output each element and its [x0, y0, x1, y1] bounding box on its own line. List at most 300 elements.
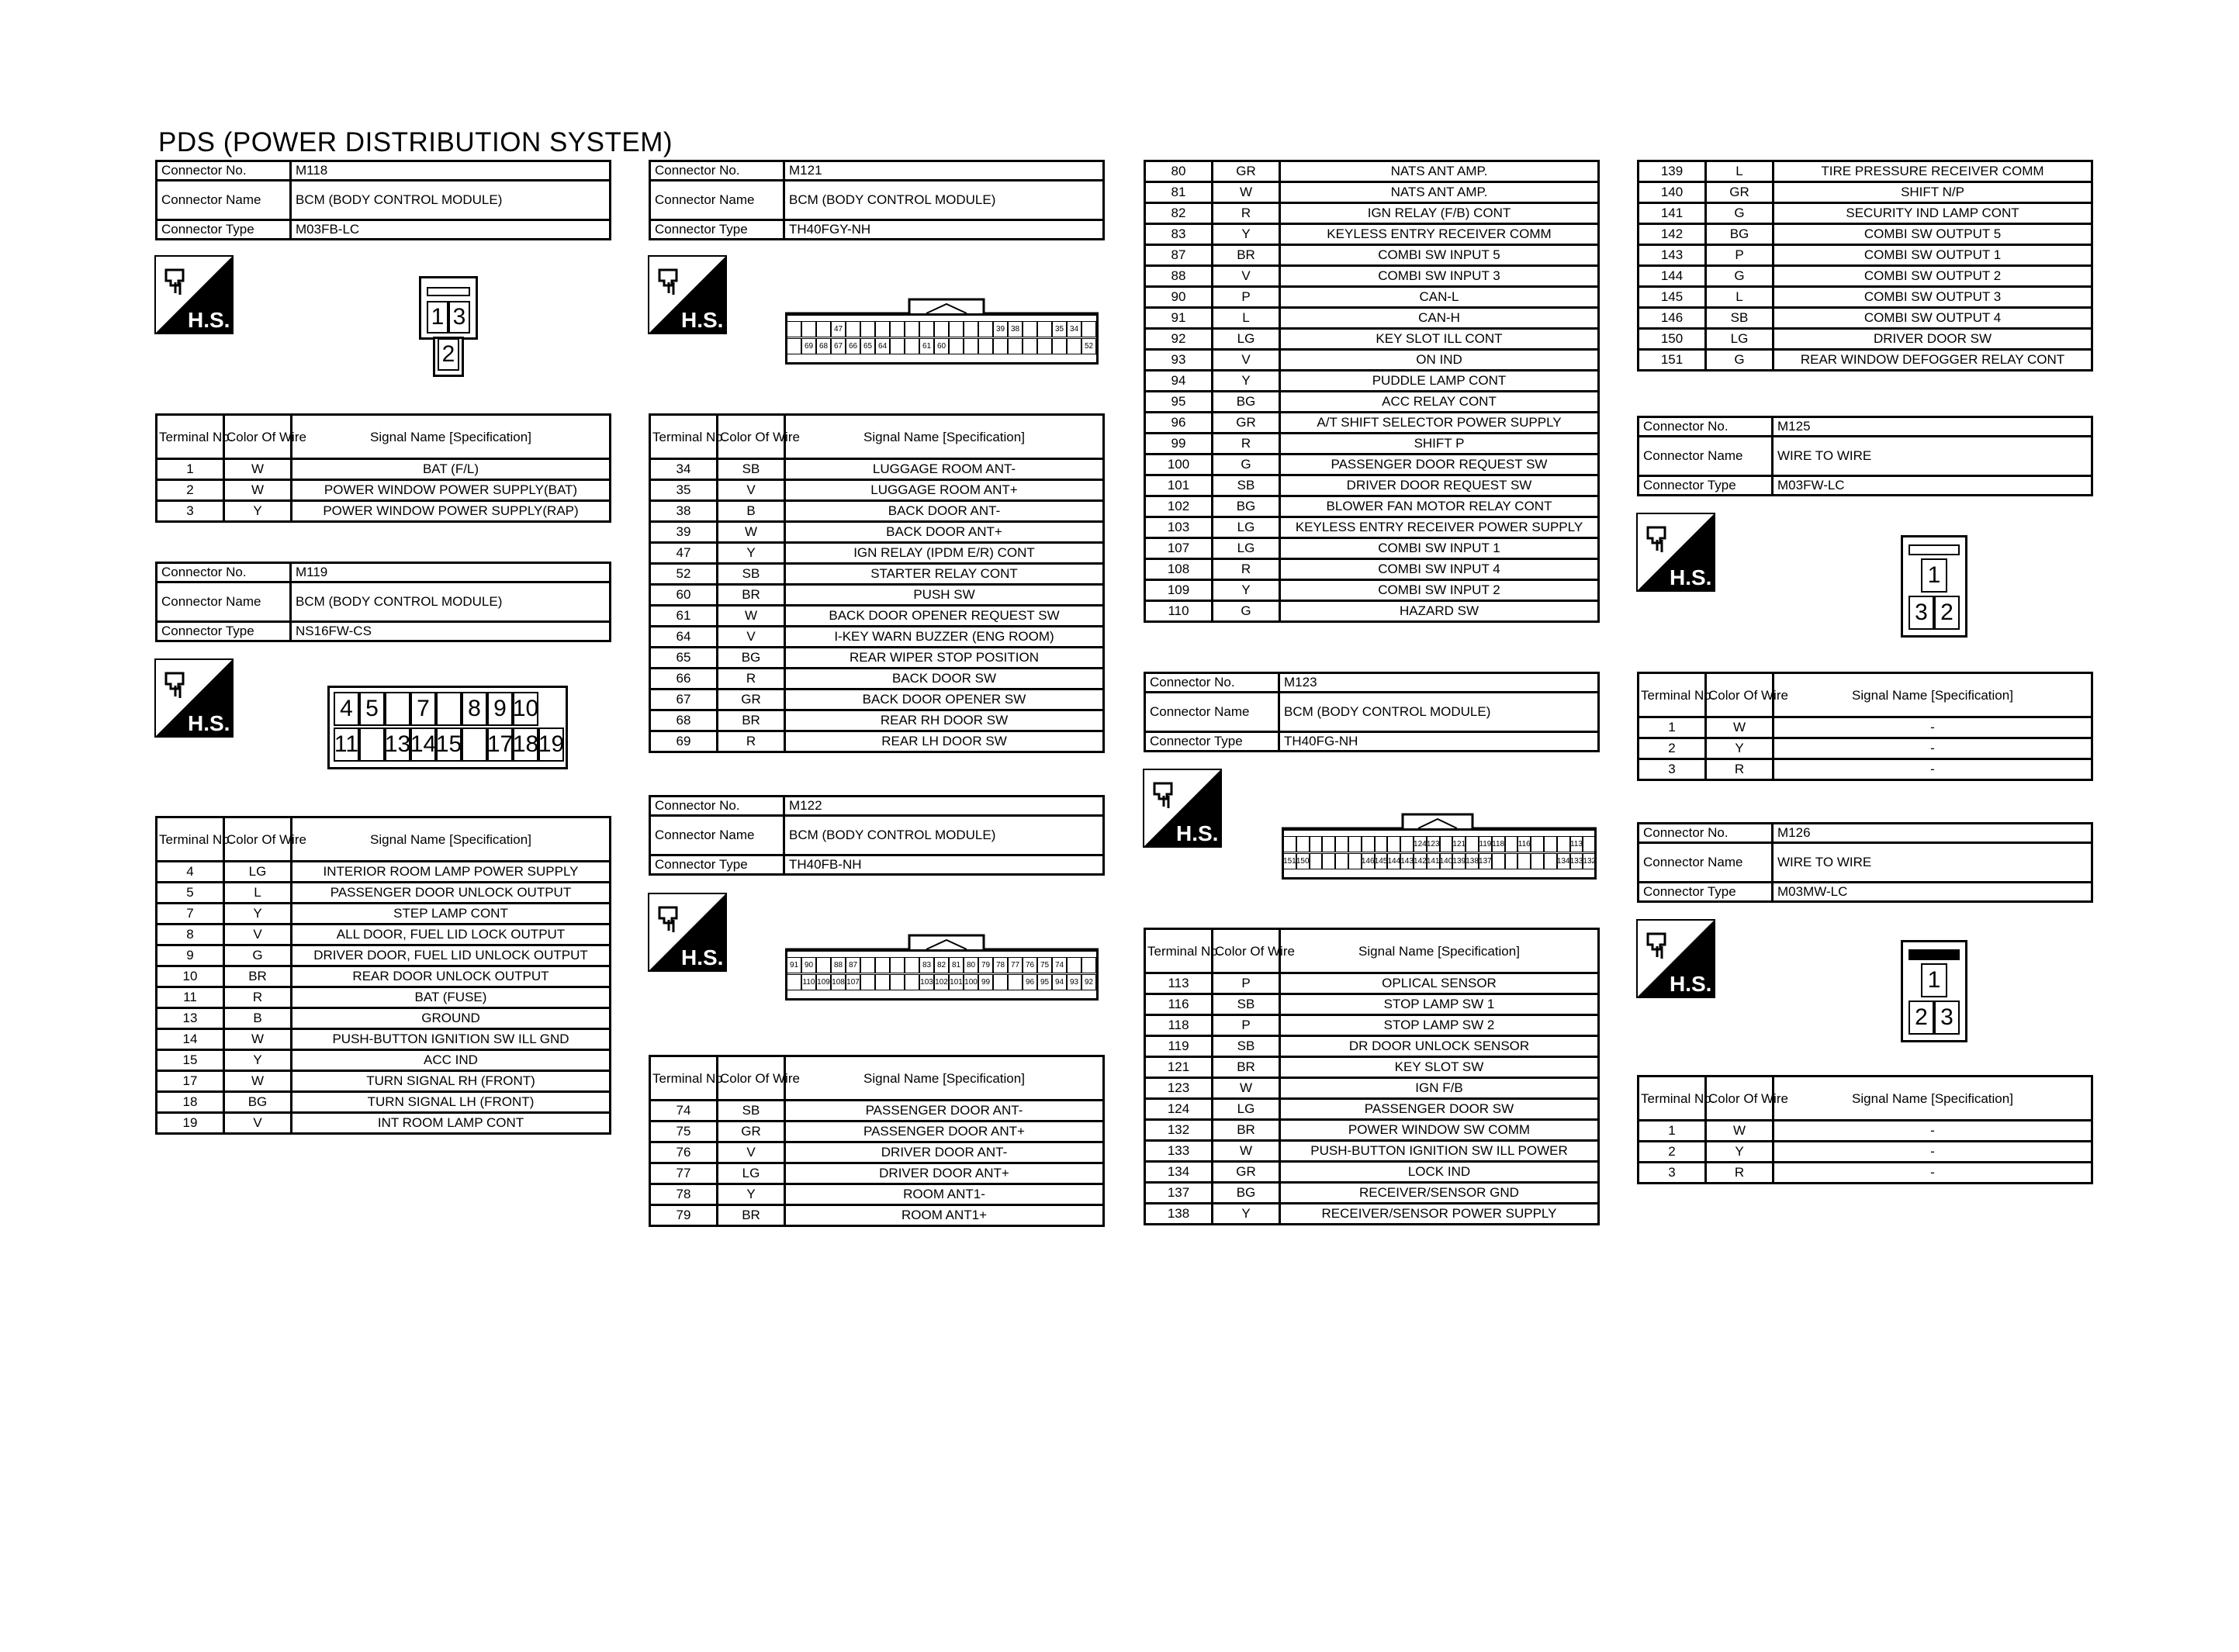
signal-name-cell: NATS ANT AMP.: [1280, 182, 1599, 203]
pin-cavity: [1037, 338, 1052, 354]
pin-cavity: [905, 957, 919, 973]
table-row: [1145, 287, 1599, 308]
table-row: [1145, 161, 1599, 182]
wire-color-cell: BR: [718, 1205, 785, 1226]
table-row: [1145, 182, 1599, 203]
connector-type-value: M03FB-LC: [291, 220, 611, 240]
table-row: [1145, 1204, 1599, 1225]
wire-color-cell: B: [224, 1008, 292, 1029]
connector-m122-header: [649, 795, 1105, 876]
wire-color-cell: BR: [224, 966, 292, 987]
terminal-no-cell: 39: [650, 522, 718, 543]
terminal-no-cell: 92: [1145, 329, 1213, 350]
connector-name-label: Connector Name: [1639, 437, 1773, 476]
pin-cavity: [1067, 957, 1081, 973]
connector-m125-face: [1901, 535, 1967, 638]
connector-name-value: BCM (BODY CONTROL MODULE): [291, 181, 611, 220]
signal-name-cell: STOP LAMP SW 2: [1280, 1015, 1599, 1036]
pin-cavity: 18: [513, 728, 538, 762]
signal-name-cell: PUSH-BUTTON IGNITION SW ILL GND: [292, 1029, 611, 1050]
signal-name-cell: PUDDLE LAMP CONT: [1280, 371, 1599, 392]
wire-color-cell: W: [224, 1029, 292, 1050]
terminal-no-cell: 141: [1639, 203, 1706, 224]
connector-name-label: Connector Name: [157, 582, 291, 622]
signal-name-cell: TIRE PRESSURE RECEIVER COMM: [1774, 161, 2092, 182]
table-row: [1145, 496, 1599, 517]
terminal-no-cell: 107: [1145, 538, 1213, 559]
pin-cavity: [993, 338, 1008, 354]
pin-cavity: [1544, 853, 1557, 869]
pin-cavity: 144: [1387, 853, 1400, 869]
terminal-no-cell: 3: [1639, 759, 1706, 780]
signal-name-cell: POWER WINDOW SW COMM: [1280, 1120, 1599, 1141]
pin-cavity: 14: [410, 728, 436, 762]
wire-color-cell: Y: [718, 543, 785, 564]
pin-cavity: 11: [334, 728, 359, 762]
pin-cavity: 13: [385, 728, 410, 762]
wire-color-cell: W: [1706, 1121, 1774, 1142]
wire-color-cell: SB: [718, 564, 785, 585]
table-row: [1145, 224, 1599, 245]
wire-color-cell: W: [224, 1071, 292, 1092]
pin-cavity: [1023, 338, 1037, 354]
signal-name-cell: HAZARD SW: [1280, 601, 1599, 622]
pin-cavity: [1081, 321, 1096, 337]
terminal-no-cell: 146: [1639, 308, 1706, 329]
terminal-no-cell: 67: [650, 689, 718, 710]
signal-name-cell: A/T SHIFT SELECTOR POWER SUPPLY: [1280, 413, 1599, 434]
pin-label: 1: [427, 301, 448, 334]
connector-name-label: Connector Name: [1639, 843, 1773, 883]
terminal-no-cell: 116: [1145, 994, 1213, 1015]
pin-cavity: 110: [801, 974, 816, 990]
terminal-no-cell: 1: [157, 459, 224, 480]
pin-cavity: [964, 338, 978, 354]
wire-color-header: Color Of Wire: [1706, 673, 1774, 717]
pin-cavity: [1400, 836, 1414, 852]
connector-m125-header: [1637, 416, 2093, 496]
signal-name-header: Signal Name [Specification]: [785, 1056, 1104, 1101]
pin-label: 2: [1934, 596, 1960, 630]
wire-color-cell: P: [1706, 245, 1774, 266]
pin-cavity: 146: [1362, 853, 1375, 869]
signal-name-cell: -: [1774, 759, 2092, 780]
table-row: [157, 501, 611, 522]
pin-cavity: [890, 957, 905, 973]
connector-type-label: Connector Type: [1639, 883, 1773, 902]
signal-name-cell: REAR WINDOW DEFOGGER RELAY CONT: [1774, 350, 2092, 371]
table-row: [650, 1184, 1104, 1205]
pin-cavity: 151: [1283, 853, 1296, 869]
table-row: [1145, 413, 1599, 434]
pin-label: 2: [438, 338, 459, 371]
table-row: [650, 543, 1104, 564]
terminal-no-cell: 83: [1145, 224, 1213, 245]
pin-cavity: 95: [1037, 974, 1052, 990]
table-row: [157, 883, 611, 904]
signal-name-cell: -: [1774, 1121, 2092, 1142]
signal-name-cell: TURN SIGNAL LH (FRONT): [292, 1092, 611, 1113]
table-row: [1145, 601, 1599, 622]
wire-color-cell: GR: [718, 1121, 785, 1142]
signal-name-cell: STEP LAMP CONT: [292, 904, 611, 924]
terminal-no-cell: 38: [650, 501, 718, 522]
table-row: [650, 606, 1104, 627]
signal-name-cell: REAR DOOR UNLOCK OUTPUT: [292, 966, 611, 987]
pin-cavity: [978, 338, 993, 354]
wire-color-cell: L: [224, 883, 292, 904]
pin-cavity: 138: [1466, 853, 1479, 869]
wire-color-cell: V: [1213, 350, 1280, 371]
connector-type-label: Connector Type: [1145, 732, 1279, 752]
wire-color-cell: BR: [1213, 1120, 1280, 1141]
connector-m123-face: [1282, 807, 1597, 881]
terminal-no-cell: 52: [650, 564, 718, 585]
pin-cavity: 119: [1479, 836, 1492, 852]
terminal-no-cell: 74: [650, 1101, 718, 1121]
table-row: [1639, 245, 2092, 266]
hs-label: H.S.: [681, 945, 724, 969]
wire-color-cell: Y: [718, 1184, 785, 1205]
terminal-no-cell: 2: [1639, 1142, 1706, 1163]
table-row: [157, 862, 611, 883]
connector-m125-pin-table: [1637, 672, 2093, 781]
signal-name-cell: BACK DOOR ANT+: [785, 522, 1104, 543]
connector-name-label: Connector Name: [650, 816, 784, 855]
table-row: [1145, 973, 1599, 994]
terminal-no-cell: 145: [1639, 287, 1706, 308]
signal-name-cell: INT ROOM LAMP CONT: [292, 1113, 611, 1134]
signal-name-cell: DRIVER DOOR ANT+: [785, 1163, 1104, 1184]
pin-cavity: [1322, 853, 1335, 869]
wire-color-cell: LG: [718, 1163, 785, 1184]
terminal-no-cell: 118: [1145, 1015, 1213, 1036]
harness-side-icon: [649, 893, 726, 971]
wire-color-cell: V: [718, 1142, 785, 1163]
table-row: [1639, 329, 2092, 350]
pin-cavity: [949, 338, 964, 354]
pin-cavity: [1505, 853, 1518, 869]
connector-m119-pin-table: [155, 816, 611, 1135]
pin-cavity: 140: [1440, 853, 1453, 869]
connector-type-label: Connector Type: [157, 622, 291, 641]
terminal-no-cell: 15: [157, 1050, 224, 1071]
pin-cavity: 141: [1427, 853, 1440, 869]
terminal-no-cell: 69: [650, 731, 718, 752]
pin-cavity: 101: [949, 974, 964, 990]
terminal-no-cell: 108: [1145, 559, 1213, 580]
wire-color-cell: Y: [1213, 371, 1280, 392]
signal-name-cell: ALL DOOR, FUEL LID LOCK OUTPUT: [292, 924, 611, 945]
wire-color-cell: SB: [1213, 475, 1280, 496]
wire-color-cell: G: [1213, 601, 1280, 622]
wire-color-cell: W: [718, 606, 785, 627]
pin-cavity: 150: [1296, 853, 1310, 869]
terminal-no-cell: 88: [1145, 266, 1213, 287]
table-row: [1639, 717, 2092, 738]
terminal-no-cell: 64: [650, 627, 718, 648]
pin-cavity: 61: [919, 338, 934, 354]
connector-no-value: M123: [1279, 673, 1599, 693]
pin-cavity: [1492, 853, 1505, 869]
pin-cavity: [801, 321, 816, 337]
signal-name-cell: DRIVER DOOR REQUEST SW: [1280, 475, 1599, 496]
pin-cavity: 74: [1052, 957, 1067, 973]
pin-cavity: [1081, 957, 1096, 973]
wire-color-cell: GR: [1213, 413, 1280, 434]
terminal-no-cell: 77: [650, 1163, 718, 1184]
signal-name-cell: NATS ANT AMP.: [1280, 161, 1599, 182]
pin-cavity: [1531, 836, 1544, 852]
wire-color-cell: W: [1213, 1078, 1280, 1099]
table-row: [157, 904, 611, 924]
pin-cavity: [964, 321, 978, 337]
pin-label: 1: [1921, 963, 1947, 997]
wire-color-cell: BG: [1706, 224, 1774, 245]
wire-color-cell: Y: [1706, 1142, 1774, 1163]
pin-cavity: [905, 974, 919, 990]
pin-cavity: 137: [1479, 853, 1492, 869]
wire-color-cell: P: [1213, 1015, 1280, 1036]
pin-cavity: 109: [816, 974, 831, 990]
wire-color-header: Color Of Wire: [224, 817, 292, 862]
connector-type-label: Connector Type: [1639, 476, 1773, 496]
pin-cavity: [816, 321, 831, 337]
pin-cavity: 142: [1414, 853, 1427, 869]
table-row: [650, 627, 1104, 648]
table-row: [157, 459, 611, 480]
table-row: [1639, 266, 2092, 287]
pin-cavity: [787, 321, 801, 337]
pin-cavity: 121: [1452, 836, 1466, 852]
wire-color-cell: R: [1213, 434, 1280, 454]
wire-color-cell: V: [718, 480, 785, 501]
pin-cavity: 66: [846, 338, 860, 354]
connector-type-value: M03MW-LC: [1773, 883, 2092, 902]
connector-m122-pin-table: [649, 1055, 1105, 1227]
pin-cavity: 93: [1067, 974, 1081, 990]
pin-cavity: [1023, 321, 1037, 337]
terminal-no-cell: 2: [157, 480, 224, 501]
terminal-no-cell: 19: [157, 1113, 224, 1134]
pin-cavity: [1008, 338, 1023, 354]
pin-cavity: 123: [1427, 836, 1440, 852]
pin-cavity: 118: [1492, 836, 1505, 852]
terminal-no-cell: 60: [650, 585, 718, 606]
signal-name-header: Signal Name [Specification]: [1774, 673, 2092, 717]
signal-name-cell: -: [1774, 717, 2092, 738]
signal-name-cell: REAR WIPER STOP POSITION: [785, 648, 1104, 669]
pin-cavity: 116: [1517, 836, 1531, 852]
signal-name-cell: BACK DOOR ANT-: [785, 501, 1104, 522]
pin-cavity: 35: [1052, 321, 1067, 337]
wire-color-cell: W: [224, 459, 292, 480]
pin-cavity: [816, 957, 831, 973]
pin-cavity: 17: [487, 728, 513, 762]
wire-color-cell: G: [1706, 350, 1774, 371]
harness-side-icon: [155, 256, 233, 334]
terminal-no-cell: 139: [1639, 161, 1706, 182]
table-row: [1145, 1141, 1599, 1162]
connector-m126-face: [1901, 940, 1967, 1042]
signal-name-cell: PUSH SW: [785, 585, 1104, 606]
pin-cavity: 19: [538, 728, 564, 762]
pin-cavity: [919, 321, 934, 337]
signal-name-cell: COMBI SW INPUT 4: [1280, 559, 1599, 580]
terminal-no-cell: 109: [1145, 580, 1213, 601]
pin-cavity: [875, 321, 890, 337]
pin-cavity: [1466, 836, 1479, 852]
table-row: [1145, 475, 1599, 496]
signal-name-cell: SHIFT N/P: [1774, 182, 2092, 203]
pin-cavity: [359, 728, 385, 762]
signal-name-cell: COMBI SW INPUT 1: [1280, 538, 1599, 559]
pin-cavity: [1335, 836, 1348, 852]
signal-name-cell: DRIVER DOOR, FUEL LID UNLOCK OUTPUT: [292, 945, 611, 966]
pin-cavity: [787, 338, 801, 354]
signal-name-cell: POWER WINDOW POWER SUPPLY(RAP): [292, 501, 611, 522]
connector-m121-face: [785, 292, 1099, 366]
terminal-no-cell: 91: [1145, 308, 1213, 329]
terminal-no-cell: 7: [157, 904, 224, 924]
connector-no-label: Connector No.: [157, 563, 291, 582]
pin-cavity: [1348, 836, 1362, 852]
pin-cavity: 83: [919, 957, 934, 973]
pin-cavity: 100: [964, 974, 978, 990]
terminal-no-cell: 8: [157, 924, 224, 945]
signal-name-cell: KEY SLOT SW: [1280, 1057, 1599, 1078]
wire-color-cell: G: [1213, 454, 1280, 475]
table-row: [157, 1029, 611, 1050]
signal-name-cell: LUGGAGE ROOM ANT-: [785, 459, 1104, 480]
pin-cavity: 124: [1414, 836, 1427, 852]
table-row: [157, 1050, 611, 1071]
table-row: [157, 1092, 611, 1113]
terminal-no-cell: 35: [650, 480, 718, 501]
pin-cavity: [1348, 853, 1362, 869]
terminal-no-cell: 5: [157, 883, 224, 904]
pin-cavity: 132: [1583, 853, 1596, 869]
signal-name-cell: INTERIOR ROOM LAMP POWER SUPPLY: [292, 862, 611, 883]
wire-color-cell: BG: [718, 648, 785, 669]
terminal-no-cell: 142: [1639, 224, 1706, 245]
connector-m126-pin-table: [1637, 1075, 2093, 1184]
pin-cavity: [949, 321, 964, 337]
harness-side-icon: [155, 659, 233, 737]
table-row: [1145, 1078, 1599, 1099]
wire-color-cell: W: [1706, 717, 1774, 738]
connector-name-value: WIRE TO WIRE: [1773, 843, 2092, 883]
table-row: [1145, 266, 1599, 287]
terminal-no-cell: 93: [1145, 350, 1213, 371]
pin-cavity: [1517, 853, 1531, 869]
table-row: [1145, 580, 1599, 601]
wire-color-header: Color Of Wire: [224, 415, 292, 459]
connector-type-value: NS16FW-CS: [291, 622, 611, 641]
table-row: [650, 1142, 1104, 1163]
pin-label: 3: [1909, 596, 1934, 630]
signal-name-cell: COMBI SW OUTPUT 2: [1774, 266, 2092, 287]
table-row: [650, 522, 1104, 543]
wire-color-cell: L: [1706, 161, 1774, 182]
table-row: [1145, 1036, 1599, 1057]
pin-cavity: [1505, 836, 1518, 852]
terminal-no-cell: 138: [1145, 1204, 1213, 1225]
terminal-no-header: Terminal No.: [1145, 929, 1213, 973]
wire-color-cell: R: [718, 669, 785, 689]
hs-label: H.S.: [188, 711, 230, 735]
connector-no-label: Connector No.: [650, 797, 784, 816]
terminal-no-cell: 113: [1145, 973, 1213, 994]
wire-color-cell: W: [718, 522, 785, 543]
table-row: [650, 480, 1104, 501]
signal-name-cell: IGN RELAY (IPDM E/R) CONT: [785, 543, 1104, 564]
pin-cavity: [1067, 338, 1081, 354]
terminal-no-cell: 47: [650, 543, 718, 564]
signal-name-cell: COMBI SW INPUT 3: [1280, 266, 1599, 287]
signal-name-cell: LUGGAGE ROOM ANT+: [785, 480, 1104, 501]
wire-color-cell: Y: [1213, 224, 1280, 245]
wire-color-cell: R: [224, 987, 292, 1008]
pin-cavity: [1037, 321, 1052, 337]
table-row: [1639, 182, 2092, 203]
terminal-no-cell: 102: [1145, 496, 1213, 517]
pin-cavity: [978, 321, 993, 337]
wire-color-header: Color Of Wire: [718, 415, 785, 459]
hs-label: H.S.: [1176, 821, 1219, 845]
hs-label: H.S.: [1670, 565, 1712, 589]
terminal-no-cell: 99: [1145, 434, 1213, 454]
connector-name-value: BCM (BODY CONTROL MODULE): [784, 816, 1104, 855]
signal-name-cell: PASSENGER DOOR REQUEST SW: [1280, 454, 1599, 475]
table-row: [1639, 224, 2092, 245]
terminal-no-header: Terminal No.: [650, 1056, 718, 1101]
terminal-no-cell: 134: [1145, 1162, 1213, 1183]
pin-cavity: [1310, 853, 1323, 869]
table-row: [650, 564, 1104, 585]
signal-name-cell: REAR LH DOOR SW: [785, 731, 1104, 752]
signal-name-cell: TURN SIGNAL RH (FRONT): [292, 1071, 611, 1092]
table-row: [650, 1163, 1104, 1184]
signal-name-cell: REAR RH DOOR SW: [785, 710, 1104, 731]
wire-color-header: Color Of Wire: [718, 1056, 785, 1101]
pin-cavity: [1375, 836, 1388, 852]
hs-label: H.S.: [1670, 972, 1712, 996]
terminal-no-cell: 140: [1639, 182, 1706, 203]
pin-cavity: 92: [1081, 974, 1096, 990]
wire-color-header: Color Of Wire: [1706, 1077, 1774, 1121]
wire-color-cell: G: [224, 945, 292, 966]
table-row: [650, 669, 1104, 689]
table-row: [1145, 1120, 1599, 1141]
wire-color-cell: L: [1706, 287, 1774, 308]
signal-name-header: Signal Name [Specification]: [785, 415, 1104, 459]
wire-color-cell: LG: [1213, 538, 1280, 559]
signal-name-cell: STARTER RELAY CONT: [785, 564, 1104, 585]
signal-name-cell: RECEIVER/SENSOR POWER SUPPLY: [1280, 1204, 1599, 1225]
wire-color-cell: SB: [718, 459, 785, 480]
table-row: [1145, 308, 1599, 329]
signal-name-cell: BACK DOOR OPENER SW: [785, 689, 1104, 710]
pin-cavity: 76: [1023, 957, 1037, 973]
pin-cavity: [860, 957, 875, 973]
connector-type-value: M03FW-LC: [1773, 476, 2092, 496]
pin-cavity: [875, 957, 890, 973]
wire-color-cell: SB: [1213, 1036, 1280, 1057]
table-row: [1145, 392, 1599, 413]
pin-cavity: [860, 974, 875, 990]
table-row: [1639, 308, 2092, 329]
